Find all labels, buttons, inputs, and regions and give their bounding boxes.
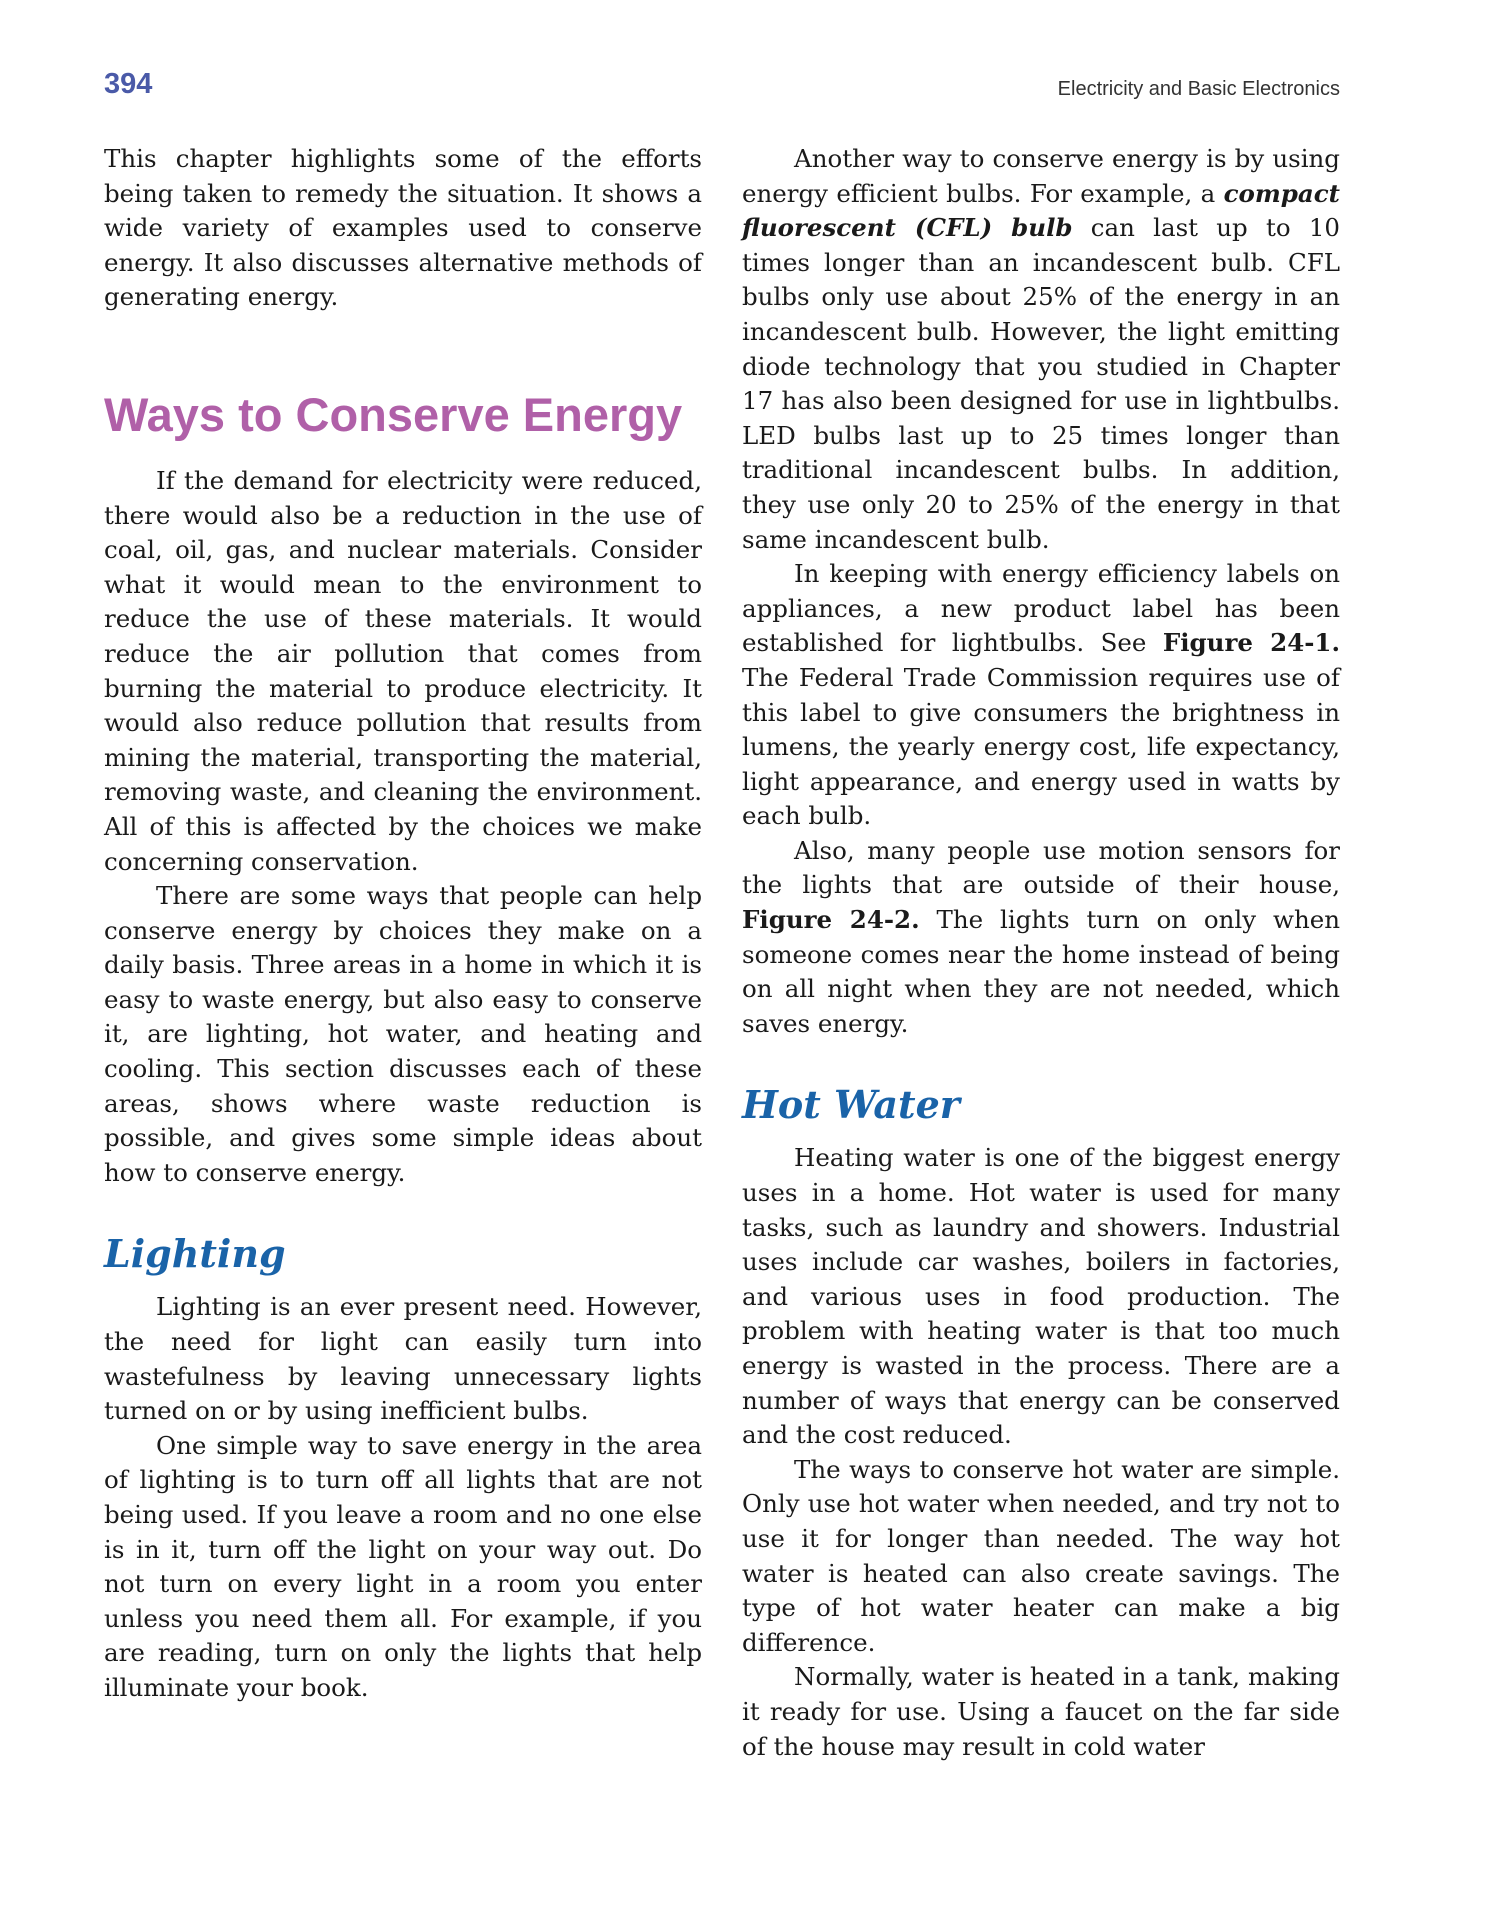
- body-paragraph: Normally, water is heated in a tank, making it ready for use. Using a faucet on the far side of the house may result in cold water: [742, 1662, 1340, 1761]
- body-paragraph: There are some ways that people can help conserve energy by choices they make on a daily basis. Three areas in a home in which it is easy to waste energy, but also easy to conserve it, are lighting, hot water, and heating and cooling. This section discusses each of these areas, shows where waste reduction is possible, and gives some simple ideas about how to conserve energy.: [104, 881, 702, 1187]
- body-paragraph-motion: [742, 834, 1340, 1042]
- body-paragraph: One simple way to save energy in the area of lighting is to turn off all lights that are not being used. If you leave a room and no one else is in it, turn off the light on your way out. Do not turn on every light in a room you enter unless you need them all. For example, if you are reading, turn on only the lights that help illuminate your book.: [104, 1430, 702, 1702]
- body-paragraph: Heating water is one of the biggest energy uses in a home. Hot water is used for many tasks, such as laundry and showers. Industrial uses include car washes, boilers in factories, and various uses in food production. The problem with heating water is that too much energy is wasted in the process. There are a number of ways that energy can be conserved and the cost reduced.: [742, 1143, 1340, 1450]
- running-head: Electricity and Basic Electronics: [1057, 78, 1340, 100]
- left-column: [104, 142, 702, 1706]
- text-run: Another way to conserve energy is by using energy efficient bulbs. For example, a: [742, 144, 1340, 208]
- body-paragraph-cfl: [742, 142, 1340, 557]
- intro-paragraph: This chapter highlights some of the efforts being taken to remedy the situation. It shows a wide variety of examples used to conserve energy. It also discusses alternative methods of generating energy.: [104, 144, 702, 312]
- text-run: The lights turn on only when someone comes near the home instead of being on all night when they are not needed, which saves energy.: [742, 905, 1341, 1038]
- text-run: The Federal Trade Commission requires use of this label to give consumers the brightness in lumens, the yearly energy cost, life expectancy, light appearance, and energy used in watts by each bulb.: [742, 662, 1340, 831]
- key-term-cfl-bulb: compact fluorescent (CFL) bulb: [742, 178, 1340, 243]
- body-paragraph: Lighting is an ever present need. However, the need for light can easily turn into wastefulness by leaving unnecessary lights turned on or by using inefficient bulbs.: [104, 1292, 702, 1426]
- figure-reference-24-1: Figure 24-1.: [1162, 628, 1340, 658]
- body-paragraph: The ways to conserve hot water are simple. Only use hot water when needed, and try not to use it for longer than needed. The way hot water is heated can also create savings. The type of hot water heater can make a big difference.: [742, 1454, 1340, 1657]
- subsection-heading-hot-water: Hot Water: [742, 1082, 960, 1128]
- text-run: In keeping with energy efficiency labels on appliances, a new product label has been established for lightbulbs. See: [742, 559, 1340, 658]
- body-paragraph-label: [742, 557, 1340, 834]
- body-paragraph: If the demand for electricity were reduced, there would also be a reduction in the use of coal, oil, gas, and nuclear materials. Consider what it would mean to the environment to reduce the use of these materials. It would reduce the air pollution that comes from burning the material to produce electricity. It would also reduce pollution that results from mining the material, transporting the material, removing waste, and cleaning the environment. All of this is affected by the choices we make concerning conservation.: [104, 465, 702, 876]
- page-number: 394: [104, 68, 153, 100]
- subsection-heading-lighting: Lighting: [104, 1231, 286, 1277]
- right-column: [742, 142, 1340, 1764]
- text-run: can last up to 10 times longer than an incandescent bulb. CFL bulbs only use about 25% of the energy in an incandescent bulb. However, the light emitting diode technology that you studied in Chapter 17 has also been designed for use in lightbulbs. LED bulbs last up to 25 times longer than traditional incandescent bulbs. In addition, they use only 20 to 25% of the energy in that same incandescent bulb.: [742, 213, 1341, 554]
- section-heading-ways-to-conserve-energy: Ways to Conserve Energy: [104, 387, 683, 441]
- figure-reference-24-2: Figure 24-2.: [742, 905, 920, 935]
- text-run: Also, many people use motion sensors for the lights that are outside of their house,: [742, 835, 1340, 900]
